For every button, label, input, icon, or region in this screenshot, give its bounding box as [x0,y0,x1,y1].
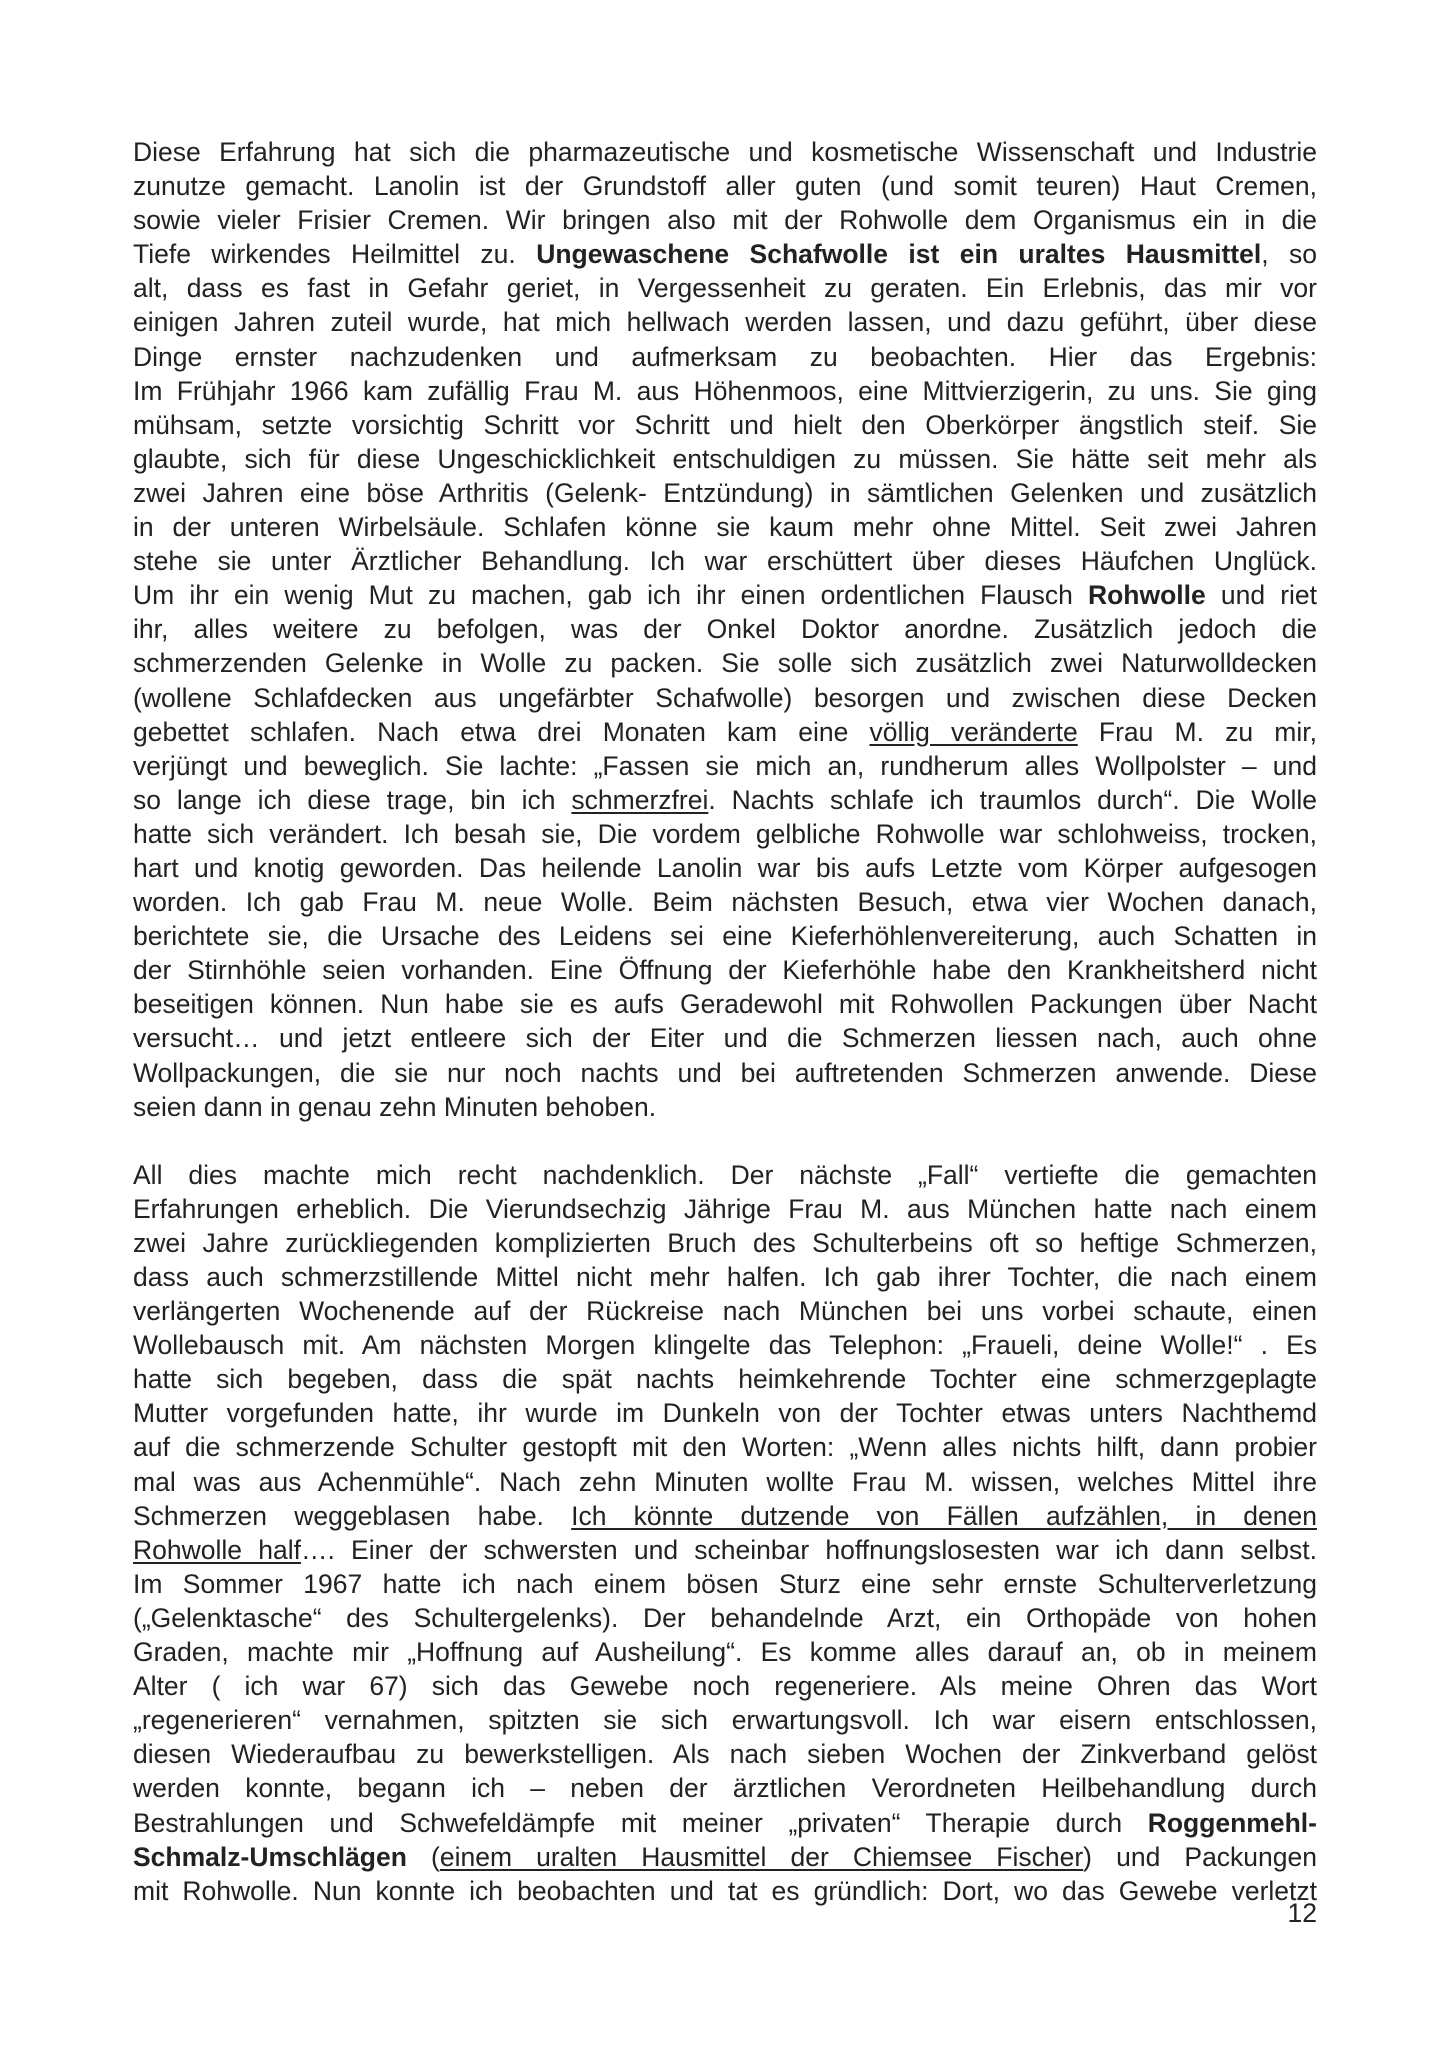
text-run: worden. Ich gab Frau M. neue Wolle. Beim nächsten Besuch, etwa vier Wochen danach, [133,887,1317,918]
text-line [133,1294,1317,1328]
underlined-text: völlig veränderte [869,716,1078,747]
text-run: sowie vieler Frisier Cremen. Wir bringen also mit der Rohwolle dem Organismus ein in die [133,205,1317,236]
text-run: einigen Jahren zuteil wurde, hat mich hellwach werden lassen, und dazu geführt, über diese [133,307,1317,338]
text-run: verjüngt und beweglich. Sie lachte: „Fassen sie mich an, rundherum alles Wollpolster – und [133,750,1317,781]
text-run: ( [406,1841,440,1872]
text-run: auf die schmerzende Schulter gestopft mit den Worten: „Wenn alles nichts hilft, dann probier [133,1432,1317,1463]
text-line [133,987,1317,1021]
bold-text: Schmalz-Umschlägen [133,1841,407,1872]
underlined-text: schmerzfrei [571,784,709,815]
text-run: Dinge ernster nachzudenken und aufmerksam zu beobachten. Hier das Ergebnis: [133,341,1317,372]
text-run: Mutter vorgefunden hatte, ihr wurde im Dunkeln von der Tochter etwas unters Nachthemd [133,1398,1317,1429]
text-run: zunutze gemacht. Lanolin ist der Grundstoff aller guten (und somit teuren) Haut Cremen, [133,171,1317,202]
text-line [133,1465,1317,1499]
text-run: „regenerieren“ vernahmen, spitzten sie sich erwartungsvoll. Ich war eisern entschlossen, [133,1705,1317,1736]
text-line [133,612,1317,646]
text-line [133,1806,1317,1840]
text-run: werden konnte, begann ich – neben der ärztlichen Verordneten Heilbehandlung durch [133,1773,1317,1804]
text-line [133,1396,1317,1430]
text-line [133,919,1317,953]
text-line [133,1874,1317,1908]
text-run: …. Einer der schwersten und scheinbar hoffnungslosesten war ich dann selbst. [300,1534,1318,1565]
text-line [133,1021,1317,1055]
text-line [133,681,1317,715]
underlined-text: Rohwolle half [133,1534,301,1565]
text-line [133,271,1317,305]
text-run: („Gelenktasche“ des Schultergelenks). Der behandelnde Arzt, ein Orthopäde von hohen [133,1602,1317,1633]
text-run: dass auch schmerzstillende Mittel nicht mehr halfen. Ich gab ihrer Tochter, die nach einem [133,1262,1317,1292]
text-run: und riet [1205,580,1318,611]
text-run: Tiefe wirkendes Heilmittel zu. [133,239,537,270]
text-line [133,1771,1317,1805]
text-run: diesen Wiederaufbau zu bewerkstelligen. Als nach sieben Wochen der Zinkverband gelöst [133,1739,1317,1770]
text-line [133,783,1317,817]
text-line [133,715,1317,749]
text-run: mal was aus Achenmühle“. Nach zehn Minuten wollte Frau M. wissen, welches Mittel ihre [133,1466,1317,1497]
text-run: alt, dass es fast in Gefahr geriet, in Vergessenheit zu geraten. Ein Erlebnis, das mir vor [133,273,1317,304]
underlined-text: Ich könnte dutzende von Fällen aufzählen, in denen [571,1500,1317,1531]
text-line [133,749,1317,783]
text-run: Um ihr ein wenig Mut zu machen, gab ich ihr einen ordentlichen Flausch [133,580,1088,611]
document-page [133,135,1317,1908]
text-run: mühsam, setzte vorsichtig Schritt vor Schritt und hielt den Oberkörper ängstlich steif. Sie [133,409,1317,440]
text-run: zwei Jahre zurückliegenden komplizierten Bruch des Schulterbeins oft so heftige Schmerzen, [133,1227,1317,1258]
text-line [133,1090,1317,1124]
text-line [133,135,1317,169]
text-run: hatte sich verändert. Ich besah sie, Die vordem gelbliche Rohwolle war schlohweiss, trocken, [133,818,1317,849]
text-line [133,1328,1317,1362]
text-line [133,544,1317,578]
text-line [133,851,1317,885]
text-run: mit Rohwolle. Nun konnte ich beobachten und tat es gründlich: Dort, wo das Gewebe verletzt [133,1875,1317,1906]
text-run: (wollene Schlafdecken aus ungefärbter Schafwolle) besorgen und zwischen diese Decken [133,682,1317,713]
text-run: Frau M. zu mir, [1077,716,1317,747]
text-run: in der unteren Wirbelsäule. Schlafen könne sie kaum mehr ohne Mittel. Seit zwei Jahren [133,512,1317,543]
text-run: so lange ich diese trage, bin ich [133,784,572,815]
text-line [133,237,1317,271]
text-run: seien dann in genau zehn Minuten behoben. [133,1091,657,1122]
text-run: Wollpackungen, die sie nur noch nachts und bei auftretenden Schmerzen anwende. Diese [133,1057,1317,1088]
text-line [133,1669,1317,1703]
text-line [133,1158,1317,1192]
text-line [133,169,1317,203]
text-run: ihr, alles weitere zu befolgen, was der Onkel Doktor anordne. Zusätzlich jedoch die [133,614,1317,645]
text-run: Erfahrungen erheblich. Die Vierundsechzig Jährige Frau M. aus München hatte nach einem [133,1193,1317,1224]
underlined-text: einem uralten Hausmittel der Chiemsee Fischer [439,1841,1084,1872]
text-line [133,442,1317,476]
text-line [133,305,1317,339]
text-run: zwei Jahren eine böse Arthritis (Gelenk- Entzündung) in sämtlichen Gelenken und zusätzlich [133,477,1317,508]
text-line [133,1430,1317,1464]
text-line [133,953,1317,987]
text-run: glaubte, sich für diese Ungeschicklichkeit entschuldigen zu müssen. Sie hätte seit mehr als [133,443,1317,474]
text-run: versucht… und jetzt entleere sich der Eiter und die Schmerzen liessen nach, auch ohne [133,1023,1317,1054]
text-line [133,1635,1317,1669]
text-line [133,1056,1317,1090]
text-run: gebettet schlafen. Nach etwa drei Monaten kam eine [133,716,870,747]
bold-text: Roggenmehl- [1147,1807,1317,1838]
text-line [133,578,1317,612]
text-run: Diese Erfahrung hat sich die pharmazeutische und kosmetische Wissenschaft und Industrie [133,137,1317,167]
text-run: Im Frühjahr 1966 kam zufällig Frau M. aus Höhenmoos, eine Mittvierzigerin, zu uns. Sie ging [133,375,1317,406]
bold-text: Ungewaschene Schafwolle ist ein uraltes Hausmittel [536,239,1262,270]
text-line [133,476,1317,510]
text-run: hart und knotig geworden. Das heilende Lanolin war bis aufs Letzte vom Körper aufgesogen [133,852,1317,883]
text-run: schmerzenden Gelenke in Wolle zu packen. Sie solle sich zusätzlich zwei Naturwolldecken [133,648,1317,679]
text-run: ) und Packungen [1083,1841,1318,1872]
text-line [133,885,1317,919]
text-run: Alter ( ich war 67) sich das Gewebe noch regeneriere. Als meine Ohren das Wort [133,1671,1317,1702]
text-line [133,1192,1317,1226]
text-line [133,1499,1317,1533]
text-line [133,340,1317,374]
text-line [133,817,1317,851]
paragraph [133,135,1317,1124]
text-run: Schmerzen weggeblasen habe. [133,1500,572,1531]
text-line [133,1737,1317,1771]
text-run: der Stirnhöhle seien vorhanden. Eine Öffnung der Kieferhöhle habe den Krankheitsherd nicht [133,955,1317,986]
text-line [133,1533,1317,1567]
text-line [133,1362,1317,1396]
text-line [133,1567,1317,1601]
text-run: , so [1261,239,1317,270]
text-run: Wollebausch mit. Am nächsten Morgen klingelte das Telephon: „Fraueli, deine Wolle!“ . Es [133,1330,1317,1361]
text-line [133,1840,1317,1874]
paragraph [133,1158,1317,1908]
text-run: . Nachts schlafe ich traumlos durch“. Die Wolle [708,784,1317,815]
text-line [133,646,1317,680]
text-line [133,203,1317,237]
text-line [133,374,1317,408]
text-line [133,1226,1317,1260]
bold-text: Rohwolle [1087,580,1206,611]
text-run: All dies machte mich recht nachdenklich. Der nächste „Fall“ vertiefte die gemachten [133,1159,1317,1190]
text-run: Graden, machte mir „Hoffnung auf Ausheilung“. Es komme alles darauf an, ob in meinem [133,1637,1317,1668]
text-line [133,1601,1317,1635]
text-run: berichtete sie, die Ursache des Leidens sei eine Kieferhöhlenvereiterung, auch Schatten in [133,921,1317,952]
text-run: beseitigen können. Nun habe sie es aufs Geradewohl mit Rohwollen Packungen über Nacht [133,989,1317,1020]
text-line [133,510,1317,544]
text-line [133,1260,1317,1294]
body-text [133,135,1317,1908]
text-line [133,1703,1317,1737]
page-number: 12 [1287,1898,1317,1928]
text-run: hatte sich begeben, dass die spät nachts heimkehrende Tochter eine schmerzgeplagte [133,1364,1317,1395]
text-run: stehe sie unter Ärztlicher Behandlung. Ich war erschüttert über dieses Häufchen Unglück. [133,546,1317,577]
text-run: Im Sommer 1967 hatte ich nach einem bösen Sturz eine sehr ernste Schulterverletzung [133,1568,1317,1599]
text-run: Bestrahlungen und Schwefeldämpfe mit meiner „privaten“ Therapie durch [133,1807,1148,1838]
text-line [133,408,1317,442]
text-run: verlängerten Wochenende auf der Rückreise nach München bei uns vorbei schaute, einen [133,1296,1317,1327]
